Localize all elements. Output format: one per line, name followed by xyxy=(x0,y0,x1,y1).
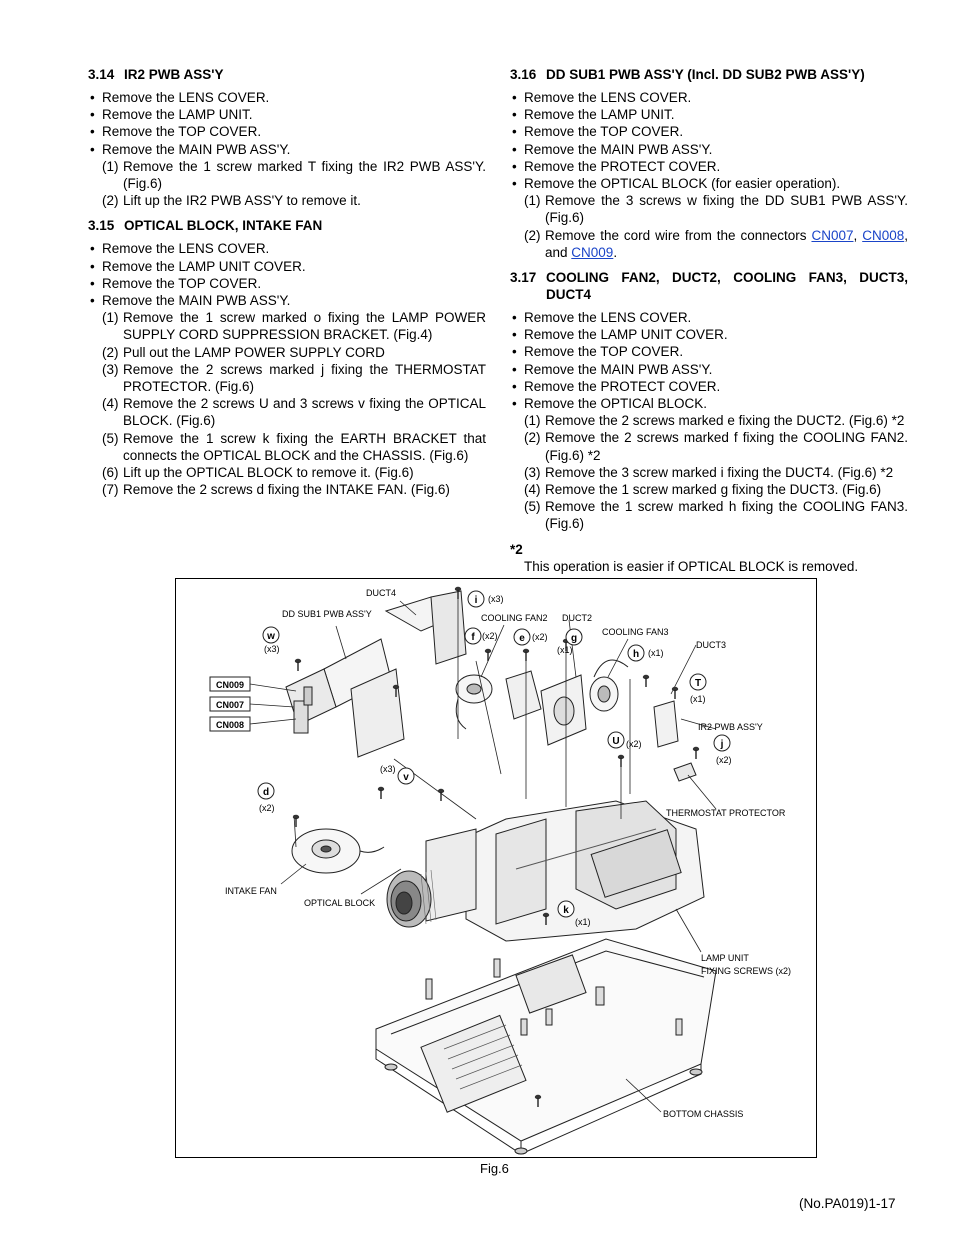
section-3-17-heading: 3.17 COOLING FAN2, DUCT2, COOLING FAN3, DUCT3, DUCT4 xyxy=(510,270,908,303)
step-item: (1) Remove the 1 screw marked o fixing the LAMP POWER SUPPLY CORD SUPPRESSION BRACKET. (Fig.4) xyxy=(102,310,486,343)
list-item: • Remove the LAMP UNIT. xyxy=(88,106,486,123)
step-item: (5) Remove the 1 screw k fixing the EARTH BRACKET that connects the OPTICAL BLOCK and the CHASSIS. (Fig.6) xyxy=(102,430,486,463)
svg-text:CN009: CN009 xyxy=(215,680,245,690)
svg-text:CN008: CN008 xyxy=(215,720,245,730)
step-item: (2) Lift up the IR2 PWB ASS'Y to remove it. xyxy=(102,193,361,209)
svg-text:(x1): (x1) xyxy=(557,645,573,655)
section-3-14-heading: 3.14 IR2 PWB ASS'Y xyxy=(88,67,224,82)
step-item: (7) Remove the 2 screws d fixing the INTAKE FAN. (Fig.6) xyxy=(102,482,450,498)
svg-text:j: j xyxy=(720,739,724,750)
marker-e xyxy=(514,629,548,645)
marker-g xyxy=(557,629,582,655)
page-number: (No.PA019)1-17 xyxy=(799,1196,896,1211)
label-lamp-unit-screws: FIXING SCREWS (x2) xyxy=(701,966,792,976)
figure-6-frame xyxy=(175,578,817,1158)
section-3-17-steps xyxy=(510,412,908,532)
list-item: • Remove the MAIN PWB ASS'Y. xyxy=(510,361,908,378)
label-thermostat: THERMOSTAT PROTECTOR xyxy=(666,808,786,818)
connector-cn008 xyxy=(210,717,296,731)
list-item: • Remove the LENS COVER. xyxy=(88,89,486,106)
list-item: • Remove the LAMP UNIT COVER. xyxy=(510,326,908,343)
svg-text:g: g xyxy=(570,633,578,644)
list-item: • Remove the LENS COVER. xyxy=(510,309,908,326)
step-item: (2) Pull out the LAMP POWER SUPPLY CORD xyxy=(102,344,385,360)
step-item: (5) Remove the 1 screw marked h fixing the COOLING FAN3. (Fig.6) xyxy=(524,499,908,532)
section-3-16-heading: 3.16 DD SUB1 PWB ASS'Y (Incl. DD SUB2 PWB ASS'Y) xyxy=(510,67,865,82)
section-3-14-steps xyxy=(88,158,486,210)
figure-caption: Fig.6 xyxy=(480,1161,509,1176)
step-item: (2) Remove the 2 screws marked f fixing the COOLING FAN2. (Fig.6) *2 xyxy=(524,430,908,463)
section-3-16-bullets xyxy=(510,89,908,192)
label-duct4: DUCT4 xyxy=(366,588,397,598)
svg-text:U: U xyxy=(612,736,620,747)
section-3-15-steps xyxy=(88,309,486,498)
svg-text:(x2): (x2) xyxy=(482,631,498,641)
list-item: • Remove the TOP COVER. xyxy=(510,343,908,360)
label-duct3: DUCT3 xyxy=(696,640,727,650)
cn007-link[interactable]: CN007 xyxy=(811,227,854,243)
list-item: • Remove the TOP COVER. xyxy=(88,123,486,140)
intake-fan xyxy=(292,829,384,873)
list-item: • Remove the LAMP UNIT. xyxy=(510,106,908,123)
marker-f xyxy=(465,628,498,644)
label-duct2: DUCT2 xyxy=(562,613,593,623)
label-cooling-fan3: COOLING FAN3 xyxy=(602,627,669,637)
svg-text:(x1): (x1) xyxy=(690,694,706,704)
list-item: • Remove the MAIN PWB ASS'Y. xyxy=(510,141,908,158)
marker-h xyxy=(628,645,664,661)
marker-d xyxy=(258,783,275,813)
svg-text:CN007: CN007 xyxy=(215,700,245,710)
step-item: (4) Remove the 1 screw marked g fixing the DUCT3. (Fig.6) xyxy=(524,482,882,498)
svg-text:(x2): (x2) xyxy=(259,803,275,813)
marker-w xyxy=(263,627,280,654)
note-text: This operation is easier if OPTICAL BLOCK is removed. xyxy=(524,558,859,574)
ir2-pwb xyxy=(654,701,678,747)
svg-text:(x2): (x2) xyxy=(716,755,732,765)
step-item: (2) Remove the cord wire from the connectors CN007, CN008, and CN009. xyxy=(524,227,908,260)
marker-T xyxy=(690,674,706,704)
svg-text:w: w xyxy=(267,631,275,642)
list-item: • Remove the LENS COVER. xyxy=(88,240,486,257)
svg-text:(x3): (x3) xyxy=(380,764,396,774)
list-item: • Remove the TOP COVER. xyxy=(88,275,486,292)
label-bottom-chassis: BOTTOM CHASSIS xyxy=(663,1109,744,1119)
list-item: • Remove the OPTICAL BLOCK (for easier operation). xyxy=(510,175,908,192)
svg-text:(x3): (x3) xyxy=(264,644,280,654)
duct2 xyxy=(506,671,541,719)
step-item: (4) Remove the 2 screws U and 3 screws v fixing the OPTICAL BLOCK. (Fig.6) xyxy=(102,396,486,429)
marker-v xyxy=(380,764,414,784)
list-item: • Remove the PROTECT COVER. xyxy=(510,378,908,395)
marker-i xyxy=(468,591,504,607)
connector-cn009 xyxy=(210,677,296,691)
svg-text:k: k xyxy=(563,905,569,916)
cooling-fan3 xyxy=(590,660,628,711)
svg-text:v: v xyxy=(403,772,409,783)
section-3-16-steps xyxy=(510,192,908,261)
svg-text:(x3): (x3) xyxy=(488,594,504,604)
list-item: • Remove the PROTECT COVER. xyxy=(510,158,908,175)
step-item: (1) Remove the 3 screws w fixing the DD SUB1 PWB ASS'Y. (Fig.6) xyxy=(524,193,908,226)
label-intake-fan: INTAKE FAN xyxy=(225,886,277,896)
thermostat-protector xyxy=(674,763,696,781)
marker-U xyxy=(608,732,642,749)
left-column xyxy=(88,66,486,498)
label-dd-sub1: DD SUB1 PWB ASS'Y xyxy=(282,609,372,619)
svg-text:d: d xyxy=(262,787,270,798)
svg-text:(x1): (x1) xyxy=(575,917,591,927)
step-item: (3) Remove the 2 screws marked j fixing the THERMOSTAT PROTECTOR. (Fig.6) xyxy=(102,361,486,395)
label-lamp-unit: LAMP UNIT xyxy=(701,953,749,963)
step-item: (6) Lift up the OPTICAL BLOCK to remove it. (Fig.6) xyxy=(102,465,414,481)
list-item: • Remove the TOP COVER. xyxy=(510,123,908,140)
section-3-15-bullets xyxy=(88,240,486,309)
svg-text:(x2): (x2) xyxy=(626,739,642,749)
connector-cn007 xyxy=(210,697,294,711)
svg-text:i: i xyxy=(474,595,478,606)
svg-text:T: T xyxy=(694,678,702,689)
cooling-fan2 xyxy=(456,675,492,729)
duct3 xyxy=(541,675,586,745)
bottom-chassis xyxy=(376,939,716,1154)
step-item: (1) Remove the 1 screw marked T fixing the IR2 PWB ASS'Y. (Fig.6) xyxy=(102,158,486,192)
section-3-17-bullets xyxy=(510,309,908,412)
right-column xyxy=(510,66,908,575)
cn008-link[interactable]: CN008 xyxy=(862,227,905,243)
svg-text:(x1): (x1) xyxy=(648,648,664,658)
list-item: • Remove the LAMP UNIT COVER. xyxy=(88,258,486,275)
label-ir2-pwb: IR2 PWB ASS'Y xyxy=(698,722,763,732)
svg-text:e: e xyxy=(519,633,525,644)
duct4 xyxy=(386,591,466,664)
list-item: • Remove the OPTICAl BLOCK. xyxy=(510,395,908,412)
label-optical-block: OPTICAL BLOCK xyxy=(304,898,376,908)
section-3-15-heading: 3.15 OPTICAL BLOCK, INTAKE FAN xyxy=(88,218,323,234)
svg-text:h: h xyxy=(632,649,640,660)
list-item: • Remove the MAIN PWB ASS'Y. xyxy=(88,141,486,158)
label-cooling-fan2: COOLING FAN2 xyxy=(481,613,548,623)
list-item: • Remove the MAIN PWB ASS'Y. xyxy=(88,292,486,309)
list-item: • Remove the LENS COVER. xyxy=(510,89,908,106)
exploded-view-diagram xyxy=(176,579,816,1157)
marker-j xyxy=(714,735,732,765)
section-3-14-bullets xyxy=(88,89,486,158)
svg-text:(x2): (x2) xyxy=(532,632,548,642)
note-mark: *2 xyxy=(510,541,523,557)
svg-text:f: f xyxy=(471,632,475,643)
step-item: (1) Remove the 2 screws marked e fixing the DUCT2. (Fig.6) *2 xyxy=(524,413,905,429)
step-item: (3) Remove the 3 screw marked i fixing the DUCT4. (Fig.6) *2 xyxy=(524,464,894,480)
cn009-link[interactable]: CN009 xyxy=(571,244,614,260)
